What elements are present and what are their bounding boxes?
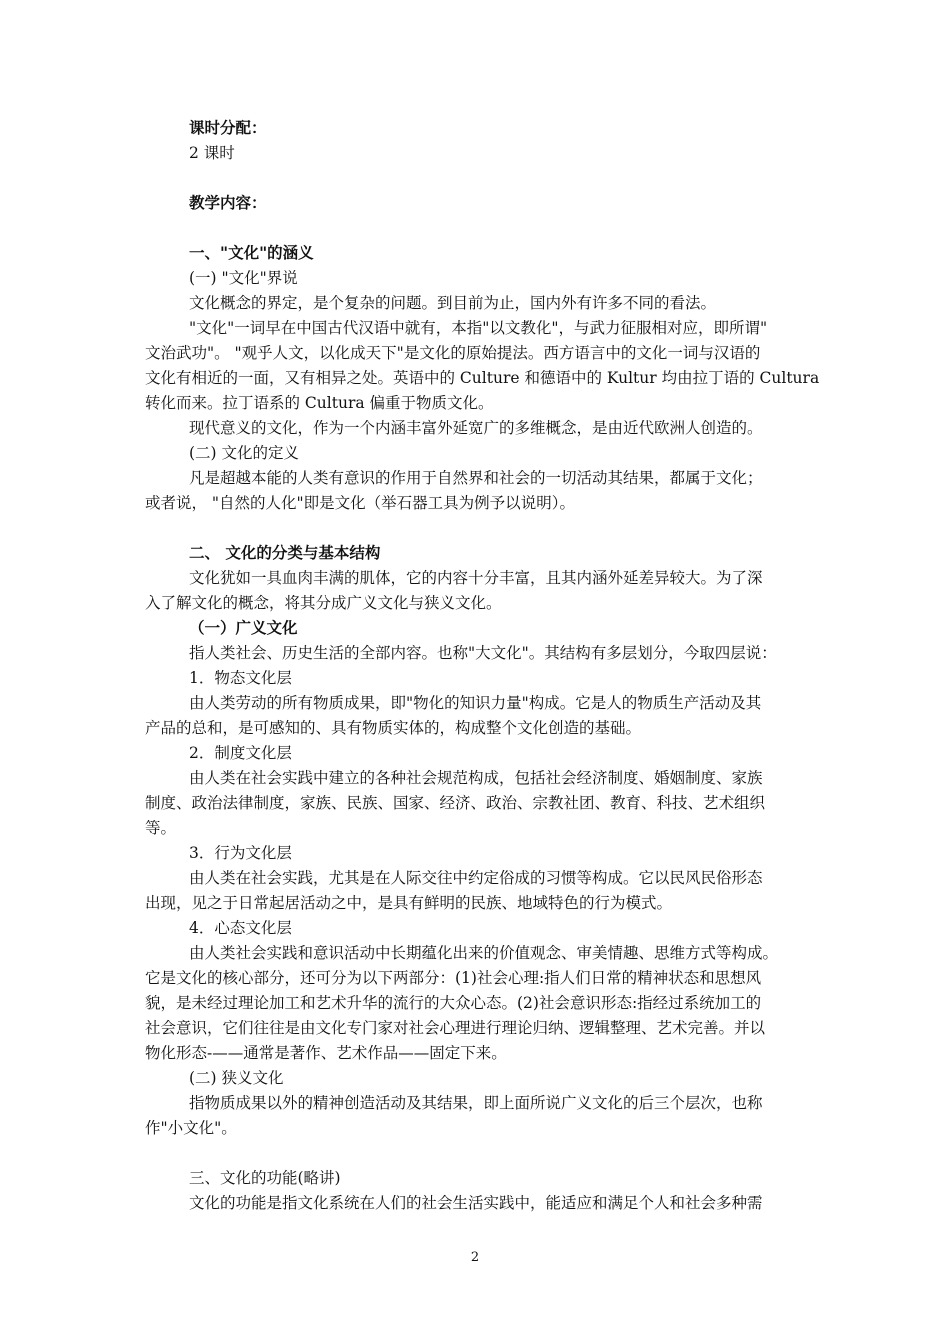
paragraph-line: 文化概念的界定，是个复杂的问题。到目前为止，国内外有许多不同的看法。 <box>189 294 717 312</box>
paragraph-line: 作"小文化"。 <box>145 1119 237 1137</box>
paragraph-line: 指人类社会、历史生活的全部内容。也称"大文化"。其结构有多层划分，今取四层说： <box>189 644 777 662</box>
paragraph-line: 貌，是未经过理论加工和艺术升华的流行的大众心态。(2)社会意识形态:指经过系统加工的 <box>145 994 762 1012</box>
paragraph-line: 或者说， "自然的人化"即是文化（举石器工具为例予以说明）。 <box>145 494 575 512</box>
subheading-2-2: (二) 狭义文化 <box>189 1069 284 1087</box>
list-item-heading: 3．行为文化层 <box>189 844 292 862</box>
paragraph-line: 指物质成果以外的精神创造活动及其结果，即上面所说广义文化的后三个层次，也称 <box>189 1094 763 1112</box>
list-item-heading: 2．制度文化层 <box>189 744 292 762</box>
paragraph-line: 入了解文化的概念，将其分成广义文化与狭义文化。 <box>145 594 502 612</box>
section-heading-1: 一、"文化"的涵义 <box>189 243 314 262</box>
paragraph-line: 出现，见之于日常起居活动之中，是具有鲜明的民族、地域特色的行为模式。 <box>145 894 673 912</box>
section-heading-3: 三、文化的功能(略讲) <box>189 1169 341 1187</box>
paragraph-line: 由人类在社会实践，尤其是在人际交往中约定俗成的习惯等构成。它以民风民俗形态 <box>189 869 763 887</box>
paragraph-line: 等。 <box>145 819 177 837</box>
paragraph-line: 文化犹如一具血肉丰满的肌体，它的内容十分丰富，且其内涵外延差异较大。为了深 <box>189 569 763 587</box>
paragraph-line: 文化的功能是指文化系统在人们的社会生活实践中，能适应和满足个人和社会多种需 <box>189 1194 763 1212</box>
paragraph-line: 制度、政治法律制度，家族、民族、国家、经济、政治、宗教社团、教育、科技、艺术组织 <box>145 794 766 812</box>
label-teaching-content: 教学内容： <box>189 193 267 212</box>
paragraph-line: 现代意义的文化，作为一个内涵丰富外延宽广的多维概念，是由近代欧洲人创造的。 <box>189 419 763 437</box>
paragraph-line: 社会意识，它们往往是由文化专门家对社会心理进行理论归纳、逻辑整理、艺术完善。并以 <box>145 1019 766 1037</box>
subheading-1-2: (二) 文化的定义 <box>189 444 300 462</box>
paragraph-line: 由人类劳动的所有物质成果，即"物化的知识力量"构成。它是人的物质生产活动及其 <box>189 694 762 712</box>
paragraph-line: 转化而来。拉丁语系的 Cultura 偏重于物质文化。 <box>145 394 494 412</box>
label-class-hours: 课时分配： <box>189 118 267 137</box>
subheading-1-1: (一) "文化"界说 <box>189 269 298 287</box>
paragraph-line: 由人类社会实践和意识活动中长期蕴化出来的价值观念、审美情趣、思维方式等构成。 <box>189 944 779 962</box>
paragraph-line: 文治武功"。 "观乎人文，以化成天下"是文化的原始提法。西方语言中的文化一词与汉语的 <box>145 344 761 362</box>
paragraph-line: 它是文化的核心部分，还可分为以下两部分：(1)社会心理:指人们日常的精神状态和思想风 <box>145 969 762 987</box>
paragraph-line: 文化有相近的一面，又有相异之处。英语中的 Culture 和德语中的 Kultur 均由拉丁语的 Cultura <box>145 369 820 387</box>
subheading-2-1: （一）广义文化 <box>189 618 298 637</box>
paragraph-line: 凡是超越本能的人类有意识的作用于自然界和社会的一切活动其结果，都属于文化； <box>189 469 763 487</box>
paragraph-line: "文化"一词早在中国古代汉语中就有，本指"以文教化"，与武力征服相对应，即所谓" <box>189 319 768 337</box>
page-number: 2 <box>470 1250 480 1265</box>
section-heading-2: 二、 文化的分类与基本结构 <box>189 543 381 562</box>
class-hours-value: 2 课时 <box>189 144 235 162</box>
paragraph-line: 物化形态-——通常是著作、艺术作品——固定下来。 <box>145 1044 507 1062</box>
paragraph-line: 产品的总和，是可感知的、具有物质实体的，构成整个文化创造的基础。 <box>145 719 642 737</box>
list-item-heading: 1．物态文化层 <box>189 669 292 687</box>
list-item-heading: 4．心态文化层 <box>189 919 292 937</box>
paragraph-line: 由人类在社会实践中建立的各种社会规范构成，包括社会经济制度、婚姻制度、家族 <box>189 769 763 787</box>
